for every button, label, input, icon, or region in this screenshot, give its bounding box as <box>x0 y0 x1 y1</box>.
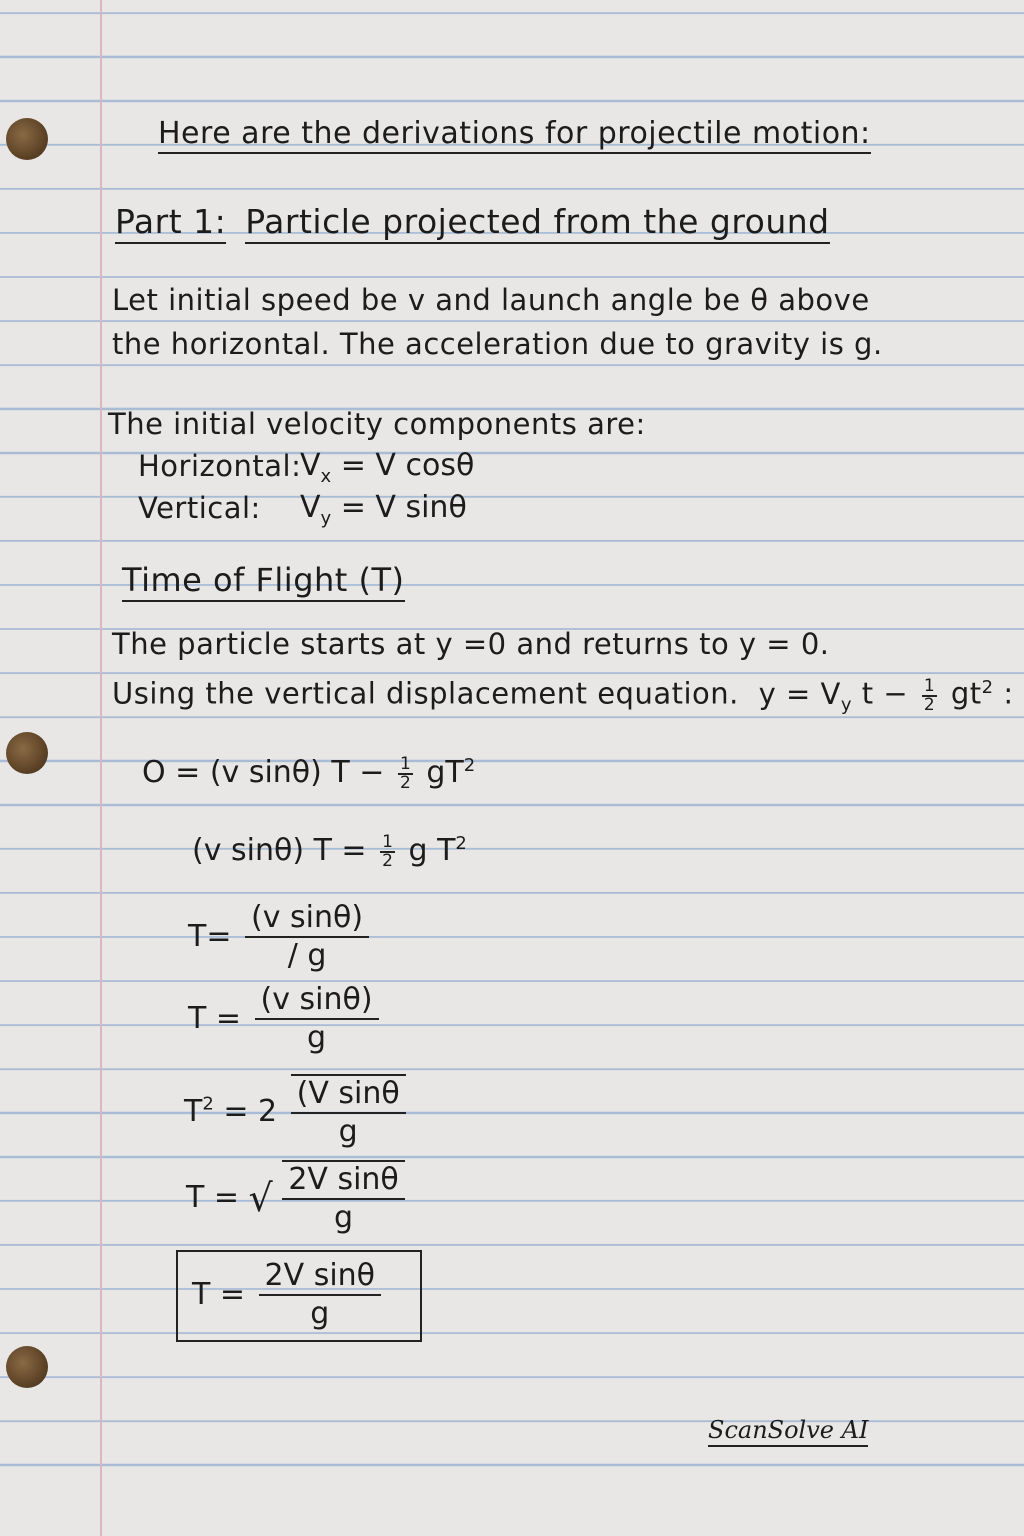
intro-line-1: Let initial speed be v and launch angle be θ above <box>112 283 870 317</box>
time-of-flight-heading: Time of Flight (T) <box>122 562 405 598</box>
horizontal-label: Horizontal: <box>138 449 302 483</box>
equation-5: $T^2 = 2$ $\frac{\text{(V sinθ}}{g}$ <box>184 1074 410 1150</box>
tof-line-2: Using the vertical displacement equation. $y = V_y$ t − $\frac{1}{2}$ $gt^2$ : <box>112 675 1014 716</box>
tof-line-1: The particle starts at y =0 and returns to y = 0. <box>112 627 830 661</box>
sqrt-symbol: √ <box>248 1176 273 1220</box>
binder-hole-middle <box>6 732 48 774</box>
equation-6: T = √ $\frac{\text{2V sinθ}}{g}$ <box>186 1160 409 1236</box>
binder-hole-bottom <box>6 1346 48 1388</box>
vertical-label: Vertical: <box>138 491 261 525</box>
equation-3: T= $\frac{\text{(v sinθ)}}{/ g}$ <box>188 900 373 974</box>
equation-4: T = $\frac{\text{(v sinθ)}}{g}$ <box>188 982 383 1056</box>
final-answer: T = $\frac{\text{2V sinθ}}{g}$ <box>192 1258 385 1332</box>
part1-heading: Part 1: Particle projected from the ground <box>115 204 830 240</box>
equation-1: O = (v sinθ) T − $\frac{1}{2}$ $gT^2$ <box>142 753 476 793</box>
equation-2: (v sinθ) T = $\frac{1}{2}$ g $T^2$ <box>192 831 467 871</box>
signature: ScanSolve AI <box>708 1416 868 1444</box>
horizontal-equation: $V_x = V$ cosθ <box>300 448 475 487</box>
margin-line <box>100 0 102 1536</box>
vertical-equation: $V_y = V$ sinθ <box>300 490 467 529</box>
binder-hole-top <box>6 118 48 160</box>
page-title: Here are the derivations for projectile motion: <box>158 116 871 152</box>
components-intro: The initial velocity components are: <box>108 407 646 441</box>
intro-line-2: the horizontal. The acceleration due to gravity is g. <box>112 327 883 361</box>
